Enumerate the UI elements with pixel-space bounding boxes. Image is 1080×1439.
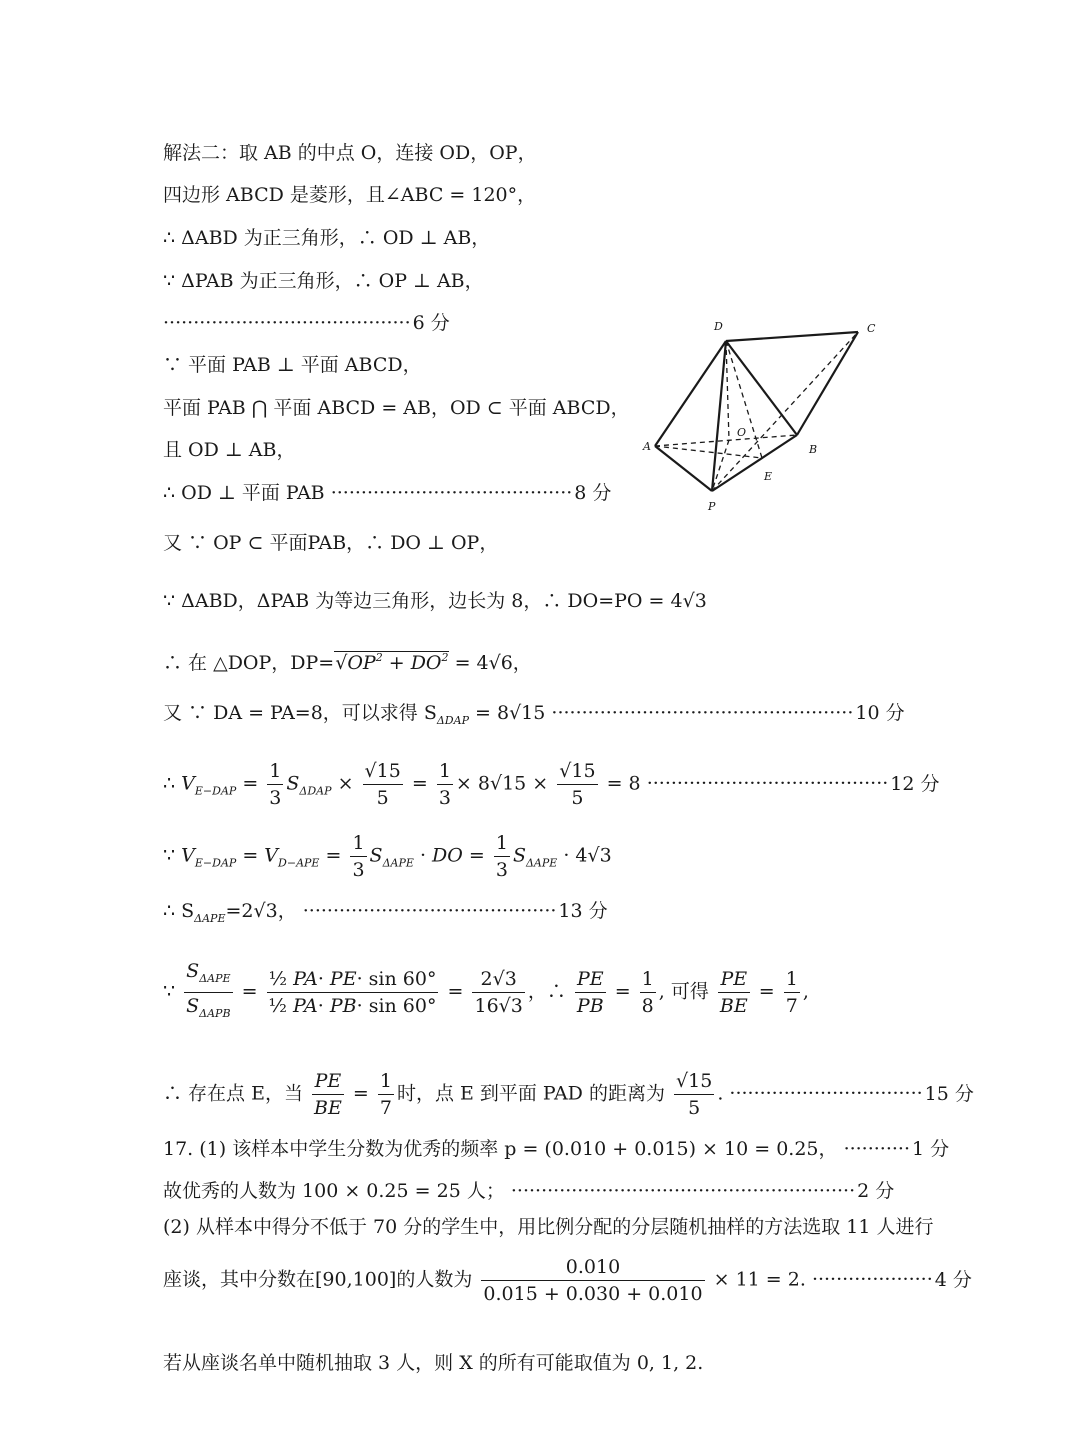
solution-line-10: 又 ∵ OP ⊂ 平面PAB，∴ DO ⊥ OP，	[163, 532, 499, 554]
leader-dots: ··················································	[551, 702, 854, 724]
label-B: B	[809, 443, 818, 456]
solution-line-6: ∵ 平面 PAB ⊥ 平面 ABCD，	[163, 354, 422, 376]
solution-line-11: ∵ ΔABD，ΔPAB 为等边三角形，边长为 8，∴ DO=PO = 4√3	[163, 590, 707, 612]
line-text: 17. (1) 该样本中学生分数为优秀的频率 p = (0.010 + 0.015) × 10 = 0.25，	[163, 1138, 838, 1160]
fraction-numerator: 0.010	[565, 1256, 621, 1278]
score-label: 6 分	[412, 312, 450, 334]
score-label: 13 分	[558, 900, 608, 922]
solution-line-15: ∵ $V_{E-DAP} = V_{D-APE}$ = $\frac{1}{3}$ $S_{\Delta APE}$ · DO = $\frac{1}{3}$ $S_{\Delta APE} \cdot 4√3$	[163, 832, 612, 881]
line-text: × 11 = 2.	[713, 1268, 806, 1291]
score-label: 1 分	[912, 1138, 950, 1160]
line-text: =2√3，	[225, 900, 297, 922]
edge-AD	[655, 341, 726, 446]
radical-expression: $√OP^2 + DO^2$	[335, 651, 449, 674]
edge-AB	[655, 435, 797, 446]
solution-line-2: 四边形 ABCD 是菱形，且∠ABC = 120°，	[163, 184, 537, 206]
solution-line-16	[163, 898, 608, 932]
edge-PC	[712, 332, 858, 491]
line-text: 座谈，其中分数在	[163, 1268, 316, 1291]
leader-dots: ·························································	[510, 1180, 856, 1202]
line-text: = 8√15	[475, 702, 546, 724]
edge-PB	[712, 435, 797, 491]
edge-DC	[726, 332, 858, 341]
solution-line-3: ∴ ΔABD 为正三角形，∴ OD ⊥ AB，	[163, 227, 491, 249]
line-text: 又 ∵ DA = PA=8，可以求得 S	[163, 702, 437, 724]
edge-DO	[726, 341, 729, 440]
solution-line-17: ∵ $\frac{S_{\Delta APE}}{S_{\Delta APB}}$ = $\frac{\text{½ PA· PE· sin 60°}}{\text{½ PA· PB· sin 60°}}$ = $\frac{2√3}{16√3}$ ，∴ $\frac{PE}{PB}$ = $\frac{1}{8}$ , 可得 $\frac{PE}{BE}$ = $\frac{1}{7}$ ,	[163, 958, 809, 1027]
leader-dots: ···········	[843, 1138, 910, 1160]
solution-line-5	[163, 310, 450, 336]
edge-DB	[726, 341, 797, 435]
line-text: = 4√6，	[454, 652, 532, 674]
label-E: E	[764, 470, 773, 483]
solution-line-1: 解法二：取 AB 的中点 O，连接 OD，OP，	[163, 142, 537, 164]
line-text: 的人数为	[396, 1268, 473, 1291]
line-text: ∴ OD ⊥ 平面 PAB	[163, 482, 325, 504]
q17-line-4	[163, 1254, 972, 1307]
solution-line-14: ∴ $V_{E-DAP}$ = $\frac{1}{3}$ $S_{\Delta DAP}$ × $\frac{√15}{5}$ = $\frac{1}{3}$ × 8√15 × $\frac{√15}{5}$ = 8 ········································ 12 分	[163, 760, 940, 809]
score-label: 2 分	[857, 1180, 895, 1202]
score-label: 12 分	[890, 772, 940, 795]
label-O: O	[737, 426, 747, 439]
label-D: D	[714, 320, 723, 333]
line-text: 可得	[670, 980, 709, 1003]
q17-line-2	[163, 1178, 894, 1204]
solution-line-7: 平面 PAB ⋂ 平面 ABCD = AB，OD ⊂ 平面 ABCD，	[163, 397, 630, 419]
subscript: ΔDAP	[436, 714, 469, 727]
leader-dots: ··········································	[302, 900, 557, 922]
q17-line-3: (2) 从样本中得分不低于 70 分的学生中，用比例分配的分层随机抽样的方法选取 11 人进行	[163, 1216, 934, 1238]
interval: [90,100]	[315, 1268, 397, 1291]
line-text: ∴ S	[163, 900, 195, 922]
label-C: C	[867, 322, 876, 335]
line-text: ∴ 存在点 E，当	[163, 1082, 303, 1105]
leader-dots: ········································	[330, 482, 573, 504]
solution-line-4: ∵ ΔPAB 为正三角形，∴ OP ⊥ AB，	[163, 270, 484, 292]
line-text: 时，点 E 到平面 PAD 的距离为	[396, 1082, 665, 1105]
fraction-denominator: 0.015 + 0.030 + 0.010	[481, 1280, 704, 1307]
score-label: 8 分	[574, 482, 612, 504]
leader-dots: ········································	[646, 772, 889, 795]
line-text: 故优秀的人数为 100 × 0.25 = 25 人；	[163, 1180, 505, 1202]
line-text: ∴ 在 △DOP，DP=	[163, 652, 335, 674]
leader-dots: ····················	[811, 1268, 933, 1291]
score-label: 15 分	[924, 1082, 974, 1105]
q17-line-5: 若从座谈名单中随机抽取 3 人，则 X 的所有可能取值为 0, 1, 2.	[163, 1352, 704, 1374]
solution-line-12	[163, 645, 532, 676]
solution-line-18: ∴ 存在点 E，当 $\frac{PE}{BE}$ = $\frac{1}{7}$ 时，点 E 到平面 PAD 的距离为 $\frac{√15}{5}$ . ································ 15 分	[163, 1070, 974, 1119]
edge-AE	[655, 446, 762, 458]
solution-line-9	[163, 480, 611, 506]
q17-line-1	[163, 1136, 949, 1162]
score-label: 4 分	[934, 1268, 972, 1291]
solution-line-8: 且 OD ⊥ AB，	[163, 439, 296, 461]
score-label: 10 分	[855, 702, 905, 724]
label-A: A	[643, 440, 651, 453]
subscript: ΔAPE	[194, 912, 226, 925]
solution-line-13	[163, 700, 905, 734]
edge-AP	[655, 446, 712, 491]
pyramid-figure	[640, 318, 900, 518]
label-P: P	[708, 500, 716, 513]
leader-dots: ·········································	[163, 312, 411, 334]
leader-dots: ································	[729, 1082, 923, 1105]
edge-CB	[797, 332, 858, 435]
